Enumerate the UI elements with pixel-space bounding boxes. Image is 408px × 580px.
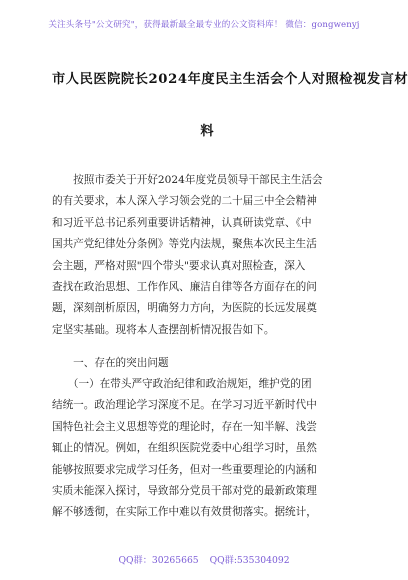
paragraph-line: 实质未能深入探讨，导致部分党员干部对党的最新政策理 [52,484,317,497]
paragraph-line: （一）在带头严守政治纪律和政治规矩，维护党的团 [52,378,312,390]
paragraph-line: 国特色社会主义思想等党的理论时，存在一知半解、浅尝 [52,420,317,433]
footer-qq-group-2: QQ群:535304092 [209,555,290,566]
paragraph-line: 会主题，严格对照"四个带头"要求认真对照检查，深入 [52,259,306,272]
footer-contact [0,552,408,566]
paragraph-line: 和习近平总书记系列重要讲话精神，认真研读党章、《中 [52,216,312,229]
section-paragraph [52,374,370,524]
paragraph-line: 辄止的情况。例如，在组织医院党委中心组学习时，虽然 [52,442,317,455]
paragraph-line: 定坚实基础。现将本人查摆剖析情况报告如下。 [52,323,275,336]
paragraph-line: 解不够透彻，在实际工作中难以有效贯彻落实。据统计， [52,506,317,519]
document-title-line-1: 市人民医院院长2024年度民主生活会个人对照检视发言材 [52,72,408,87]
intro-paragraph [52,170,370,341]
document-title-line-2: 料 [200,124,214,139]
heading-line: 一、存在的突出问题 [52,357,169,369]
paragraph-line: 结统一。政治理论学习深度不足。在学习习近平新时代中 [52,399,317,412]
paragraph-line: 能够按照要求完成学习任务，但对一些重要理论的内涵和 [52,463,317,476]
paragraph-line: 查找在政治思想、工作作风、廉洁自律等各方面存在的问 [52,280,317,293]
section-heading [52,353,370,374]
top-promo-banner: 关注头条号"公文研究"，获得最新最全最专业的公文资料库！ 微信：gongwenyj [48,20,360,30]
paragraph-line: 国共产党纪律处分条例》等党内法规，聚焦本次民主生活 [52,238,317,251]
paragraph-line: 题，深刻剖析原因，明确努力方向，为医院的长远发展奠 [52,302,317,315]
paragraph-line: 的有关要求，本人深入学习领会党的二十届三中全会精神 [52,195,317,208]
paragraph-line: 按照市委关于开好2024年度党员领导干部民主生活会 [52,174,323,186]
footer-qq-group-1: QQ群：30265665 [118,555,199,566]
